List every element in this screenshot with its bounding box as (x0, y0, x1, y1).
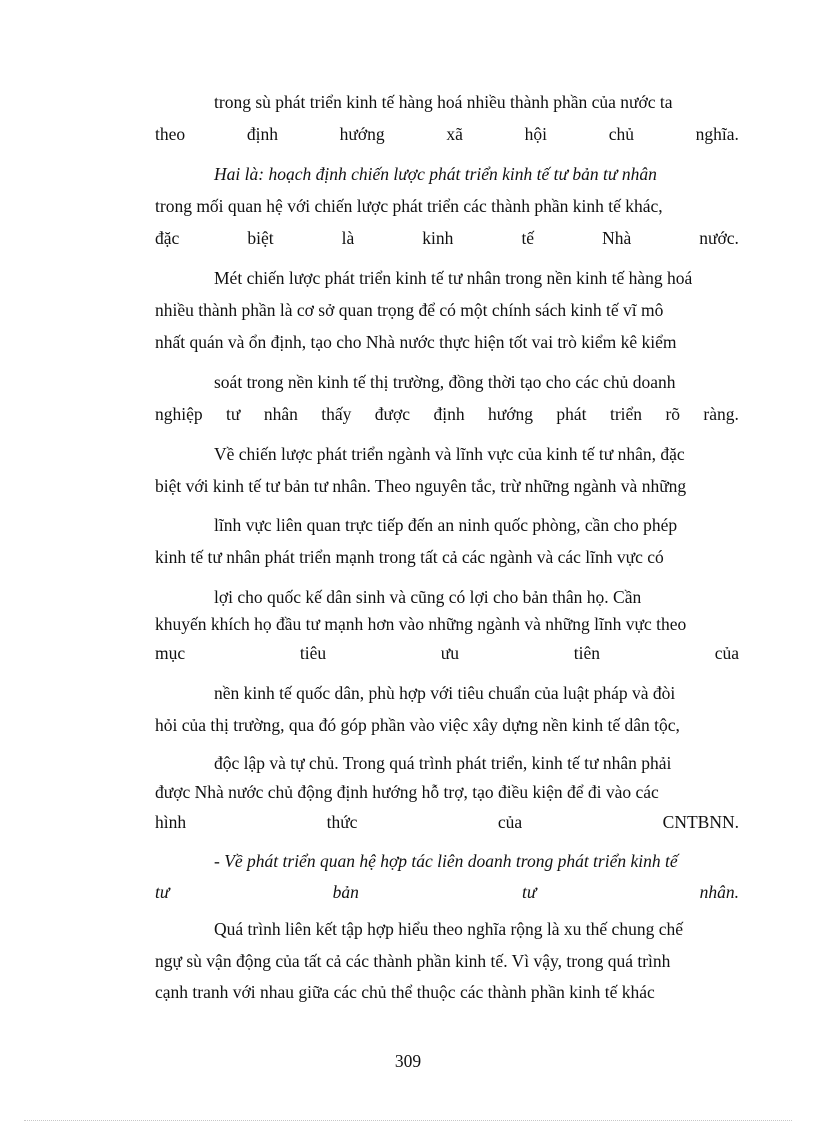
word: mục (155, 643, 186, 663)
word: xã (446, 124, 463, 144)
text-line: Mét chiến lược phát triển kinh tế tư nhân trong nền kinh tế hàng hoá (214, 268, 693, 288)
word: định (433, 404, 465, 424)
page-number: 309 (394, 1051, 422, 1071)
text-line: Quá trình liên kết tập hợp hiểu theo nghĩa rộng là xu thế chung chế (214, 919, 683, 939)
text-line (155, 810, 739, 834)
text-line: soát trong nền kinh tế thị trường, đồng thời tạo cho các chủ doanh (214, 372, 676, 392)
text-line: trong sù phát triển kinh tế hàng hoá nhiều thành phần của nước ta (214, 92, 673, 112)
text-line: - Về phát triển quan hệ hợp tác liên doanh trong phát triển kinh tế (214, 851, 678, 871)
text-line: hỏi của thị trường, qua đó góp phần vào việc xây dựng nền kinh tế dân tộc, (155, 715, 680, 735)
word: bản (332, 882, 359, 902)
text-line: kinh tế tư nhân phát triển mạnh trong tất cả các ngành và các lĩnh vực có (155, 547, 664, 567)
text-line (155, 880, 739, 904)
word: nhân (263, 404, 298, 424)
word: thức (326, 812, 358, 832)
word: hình (155, 812, 187, 832)
word: của (714, 643, 739, 663)
word: của (497, 812, 523, 832)
text-line: độc lập và tự chủ. Trong quá trình phát triển, kinh tế tư nhân phải (214, 753, 672, 773)
text-line: được Nhà nước chủ động định hướng hỗ trợ, tạo điều kiện để đi vào các (155, 782, 659, 802)
footer-divider (24, 1120, 792, 1121)
text-line: cạnh tranh với nhau giữa các chủ thể thuộc các thành phần kinh tế khác (155, 982, 655, 1002)
word: tiêu (299, 643, 327, 663)
word: hội (524, 124, 547, 144)
text-line: nhất quán và ổn định, tạo cho Nhà nước thực hiện tốt vai trò kiểm kê kiểm (155, 332, 677, 352)
word: biệt (247, 228, 274, 248)
word: CNTBNN. (662, 812, 739, 832)
word: phát (556, 404, 587, 424)
word: định (246, 124, 278, 144)
word: nhân. (699, 882, 739, 902)
text-line: biệt với kinh tế tư bản tư nhân. Theo nguyên tắc, trừ những ngành và những (155, 476, 687, 496)
word: kinh (422, 228, 454, 248)
word: thấy (321, 404, 352, 424)
word: Nhà (602, 228, 632, 248)
word: tiên (573, 643, 600, 663)
word: nước. (699, 228, 739, 248)
word: chủ (608, 124, 634, 144)
text-line: khuyến khích họ đầu tư mạnh hơn vào những ngành và những lĩnh vực theo (155, 614, 687, 634)
text-line: nền kinh tế quốc dân, phù hợp với tiêu chuẩn của luật pháp và đòi (214, 683, 676, 703)
text-line: ngự sù vận động của tất cả các thành phần kinh tế. Vì vậy, trong quá trình (155, 951, 671, 971)
word: triển (609, 404, 643, 424)
word: tế (521, 228, 535, 248)
word: theo (155, 124, 186, 144)
word: tư (155, 882, 170, 902)
word: là (341, 228, 355, 248)
word: tư (226, 404, 241, 424)
word: nghĩa. (695, 124, 739, 144)
text-line: Về chiến lược phát triển ngành và lĩnh vực của kinh tế tư nhân, đặc (214, 444, 685, 464)
word: tư (522, 882, 537, 902)
word: ưu (440, 643, 460, 663)
text-line: nhiều thành phần là cơ sở quan trọng để có một chính sách kinh tế vĩ mô (155, 300, 664, 320)
text-line: lợi cho quốc kế dân sinh và cũng có lợi cho bản thân họ. Cần (214, 587, 642, 607)
word: đặc (155, 228, 180, 248)
word: hướng (488, 404, 533, 424)
text-line: Hai là: hoạch định chiến lược phát triển kinh tế tư bản tư nhân (214, 164, 657, 184)
text-line (155, 402, 739, 426)
text-line: trong mối quan hệ với chiến lược phát triển các thành phần kinh tế khác, (155, 196, 663, 216)
word: rõ (665, 404, 681, 424)
word: nghiệp (155, 404, 203, 424)
word: ràng. (703, 404, 739, 424)
text-line (155, 641, 739, 665)
word: hướng (339, 124, 385, 144)
word: được (374, 404, 411, 424)
text-line: lĩnh vực liên quan trực tiếp đến an ninh quốc phòng, cần cho phép (214, 515, 678, 535)
text-line (155, 122, 739, 146)
text-line (155, 226, 739, 250)
